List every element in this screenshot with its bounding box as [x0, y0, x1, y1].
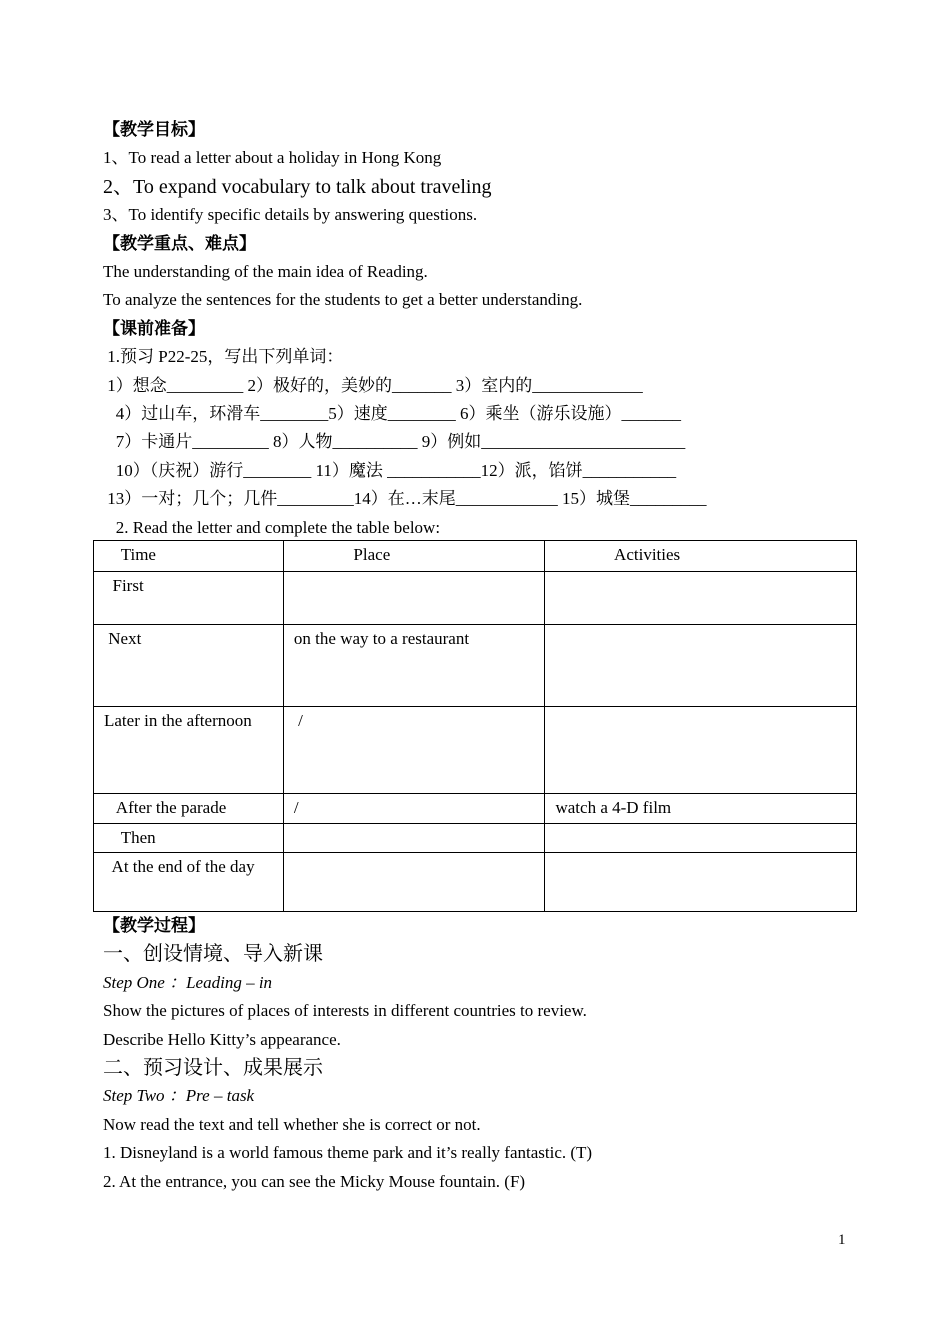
- table-row: [94, 707, 857, 794]
- process-content: [103, 912, 863, 1196]
- vocab-line: 4）过山车，环滑车________5）速度________ 6）乘坐（游乐设施）_______: [103, 404, 681, 424]
- section-2-title: 二、预习设计、成果展示: [103, 1057, 323, 1080]
- header-activities: Activities: [545, 541, 857, 572]
- cell-activities[interactable]: [545, 707, 857, 794]
- focus-heading: 【教学重点、难点】: [103, 233, 256, 253]
- cell-place[interactable]: [283, 853, 545, 912]
- objective-3: 3、To identify specific details by answering questions.: [103, 205, 478, 225]
- objectives-heading: 【教学目标】: [103, 120, 205, 139]
- header-time: Time: [94, 541, 284, 572]
- cell-activities[interactable]: [545, 572, 857, 625]
- cell-place[interactable]: [283, 824, 545, 853]
- prep-heading: 【课前准备】: [103, 318, 205, 338]
- table-row: [94, 794, 857, 824]
- header-place: Place: [283, 541, 545, 572]
- vocab-line: 1）想念_________ 2）极好的，美妙的_______ 3）室内的_____________: [103, 375, 643, 395]
- cell-activities: watch a 4-D film: [545, 794, 857, 824]
- vocab-line: 10）（庆祝）游行________ 11）魔法 ___________12）派，馅饼___________: [103, 460, 677, 480]
- step-one-title: Step One ：Leading – in: [103, 972, 273, 992]
- process-heading: 【教学过程】: [103, 916, 205, 935]
- table-row: [94, 572, 857, 625]
- cell-time: First: [94, 572, 284, 625]
- cell-activities[interactable]: [545, 625, 857, 707]
- cell-time: Next: [94, 625, 284, 707]
- cell-place[interactable]: [283, 572, 545, 625]
- vocab-line: 7）卡通片_________ 8）人物__________ 9）例如________________________: [103, 432, 686, 452]
- cell-place: /: [283, 794, 545, 824]
- step-two-line: Now read the text and tell whether she is correct or not.: [103, 1114, 481, 1134]
- prep-task-1: 1.预习 P22-25，写出下列单词：: [103, 347, 344, 367]
- table-row: [94, 824, 857, 853]
- cell-time: At the end of the day: [94, 853, 284, 912]
- focus-line-1: The understanding of the main idea of Reading.: [103, 262, 428, 282]
- cell-place: /: [283, 707, 545, 794]
- cell-time: Then: [94, 824, 284, 853]
- focus-line-2: To analyze the sentences for the students to get a better understanding.: [103, 290, 583, 310]
- table-row: [94, 853, 857, 912]
- step-two-line: 1. Disneyland is a world famous theme park and it’s really fantastic. (T): [103, 1143, 593, 1163]
- step-two-line: 2. At the entrance, you can see the Micky Mouse fountain. (F): [103, 1171, 526, 1191]
- cell-time: Later in the afternoon: [94, 707, 284, 794]
- cell-time: After the parade: [94, 794, 284, 824]
- objective-1: 1、To read a letter about a holiday in Hong Kong: [103, 148, 442, 168]
- table-row: [94, 625, 857, 707]
- cell-place: on the way to a restaurant: [283, 625, 545, 707]
- cell-activities[interactable]: [545, 824, 857, 853]
- table-header-row: [94, 541, 857, 572]
- section-1-title: 一、创设情境、导入新课: [103, 943, 323, 966]
- step-one-line: Describe Hello Kitty’s appearance.: [103, 1029, 341, 1049]
- step-one-line: Show the pictures of places of interests in different countries to review.: [103, 1001, 587, 1021]
- page-number: 1: [838, 1232, 846, 1248]
- prep-task-2: 2. Read the letter and complete the table below:: [103, 517, 441, 537]
- upper-content: [103, 116, 863, 542]
- step-two-title: Step Two ：Pre – task: [103, 1086, 255, 1106]
- activity-table: [93, 540, 857, 912]
- objective-2: 2、To expand vocabulary to talk about traveling: [103, 175, 492, 198]
- vocab-line: 13）一对；几个；几件_________14）在…末尾____________ 15）城堡_________: [103, 489, 707, 509]
- cell-activities[interactable]: [545, 853, 857, 912]
